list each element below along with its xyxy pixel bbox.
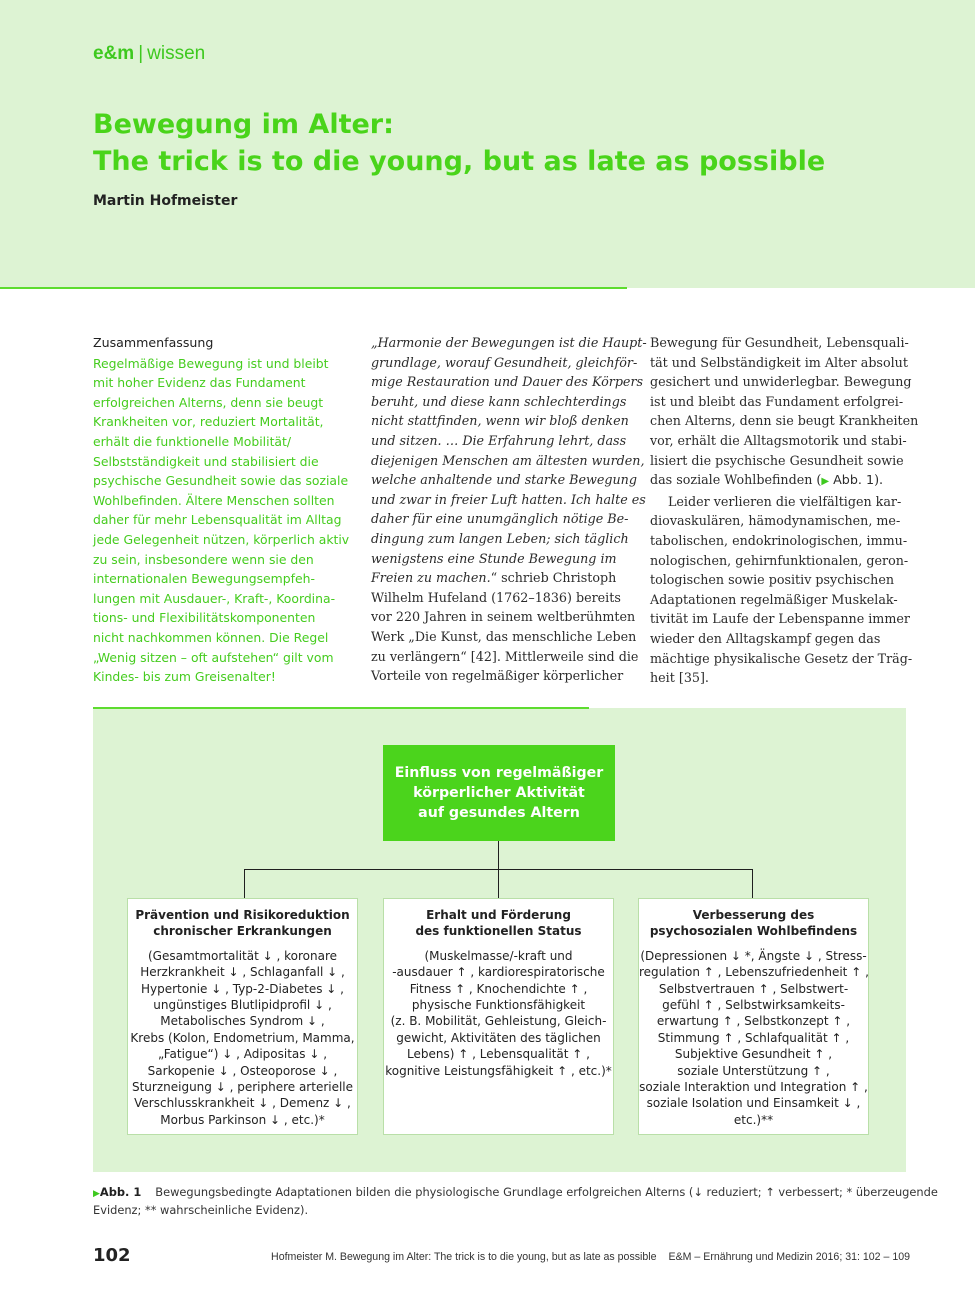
body-line: chen Alterns, denn sie beugt Krankheiten	[650, 413, 919, 429]
box-line: ungünstiges Blutlipidprofil ↓ ,	[153, 998, 332, 1013]
figure-ref-link[interactable]: Abb. 1	[829, 472, 875, 488]
ref-line-pre: das soziale Wohlbefinden (	[650, 472, 822, 488]
caption-label: Abb. 1	[99, 1185, 142, 1199]
body-line: gesichert und unwiderlegbar. Bewegung	[650, 374, 912, 390]
abstract-line: internationalen Bewegungsempfeh-	[93, 571, 315, 587]
quote-attribution: “ schrieb Christoph	[490, 570, 617, 586]
title-line-1: Bewegung im Alter:	[93, 109, 394, 140]
body-line: zu verlängern“ [42]. Mittlerweile sind die	[371, 648, 639, 664]
box-line: Selbstvertrauen ↑ , Selbstwert-	[658, 981, 849, 996]
header-divider	[0, 287, 627, 289]
quote-line: dingung zum langen Leben; sich täglich	[371, 530, 629, 546]
box-body	[639, 948, 868, 1128]
quote-line: diejenigen Menschen am ältesten wurden,	[371, 452, 645, 468]
box-line: (Gesamtmortalität ↓ , koronare	[147, 948, 338, 963]
box-line: soziale Isolation und Einsamkeit ↓ ,	[646, 1096, 861, 1111]
abstract-line: zu sein, insbesondere wenn sie den	[93, 551, 314, 567]
box-heading	[384, 907, 613, 940]
figure-caption	[93, 1184, 938, 1219]
box-line: Sturzneigung ↓ , periphere arterielle	[131, 1080, 354, 1095]
brand-logo-text: e&m	[93, 43, 135, 64]
body-line	[650, 470, 906, 492]
article-author: Martin Hofmeister	[93, 193, 238, 209]
connector-stem	[498, 841, 499, 870]
box-heading-line: des funktionellen Status	[415, 924, 582, 939]
abstract-line: Regelmäßige Bewegung ist und bleibt	[93, 355, 329, 371]
abstract-line: Kindes- bis zum Greisenalter!	[93, 669, 276, 685]
connector-left	[244, 869, 245, 898]
figure-top-rule	[93, 707, 589, 709]
body-line	[371, 568, 627, 588]
abstract-body	[93, 354, 353, 687]
body-line: ist und bleibt das Fundament erfolgrei-	[650, 393, 904, 409]
box-line: Stimmung ↑ , Schlafqualität ↑ ,	[657, 1030, 850, 1045]
quote-line: und zwar in freier Luft hatten. Ich halte es	[371, 491, 646, 507]
abstract-line: jede Gelegenheit nützen, körperlich aktiv	[93, 531, 350, 547]
box-body	[128, 948, 357, 1128]
abstract-line: daher für mehr Lebensqualität im Alltag	[93, 512, 342, 528]
box-line: etc.)**	[733, 1112, 774, 1127]
abstract-line: erhält die funktionelle Mobilität/	[93, 433, 292, 449]
abstract-line: erfolgreichen Alterns, denn sie beugt	[93, 394, 324, 410]
box-line: (z. B. Mobilität, Gehleistung, Gleich-	[390, 1014, 607, 1029]
abstract-line: Wohlbefinden. Ältere Menschen sollten	[93, 492, 335, 508]
quote-line: nicht stattfinden, wenn wir bloß denken	[371, 413, 629, 429]
diagram-center-box	[383, 745, 615, 841]
box-line: erwartung ↑ , Selbstkonzept ↑ ,	[656, 1014, 851, 1029]
brand-section-name: wissen	[147, 43, 206, 64]
body-line: Werk „Die Kunst, das menschliche Leben	[371, 628, 637, 644]
abstract-line: nicht nachkommen können. Die Regel	[93, 629, 329, 645]
body-line: vor, erhält die Alltagsmotorik und stabi-	[650, 432, 907, 448]
abstract-line: „Wenig sitzen – oft aufstehen“ gilt vom	[93, 649, 334, 665]
box-heading	[128, 907, 357, 940]
caption-arrow-icon: ▶	[93, 1189, 100, 1199]
box-line: Metabolisches Syndrom ↓ ,	[160, 1014, 325, 1029]
body-line: wieder den Alltagskampf gegen das	[650, 630, 881, 646]
body-column-2	[371, 333, 647, 686]
box-line: gefühl ↑ , Selbstwirksamkeits-	[662, 998, 845, 1013]
box-line: gewicht, Aktivitäten des täglichen	[396, 1030, 601, 1045]
body-column-3	[650, 333, 919, 688]
abstract-line: Selbstständigkeit und stabilisiert die	[93, 453, 319, 469]
box-heading-line: Erhalt und Förderung	[426, 908, 571, 922]
center-line: Einfluss von regelmäßiger	[394, 765, 604, 781]
box-line: physische Funktionsfähigkeit	[411, 998, 586, 1013]
abstract-line: tions- und Flexibilitätskomponenten	[93, 610, 316, 626]
abstract-heading: Zusammenfassung	[93, 335, 214, 350]
box-heading-line: Verbesserung des	[692, 908, 815, 922]
box-line: Fitness ↑ , Knochendichte ↑ ,	[409, 981, 588, 996]
body-line: Vorteile von regelmäßiger körperlicher	[371, 668, 624, 684]
quote-line: wenigstens eine Stunde Bewegung im	[371, 550, 617, 566]
quote-line: daher für eine unumgänglich nötige Be-	[371, 511, 629, 527]
quote-line: mige Restauration und Dauer des Körpers	[371, 374, 644, 390]
box-heading	[639, 907, 868, 940]
body-line: Bewegung für Gesundheit, Lebensquali-	[650, 335, 909, 350]
box-line: soziale Interaktion und Integration ↑ ,	[639, 1080, 868, 1095]
box-heading-line: chronischer Erkrankungen	[153, 924, 332, 939]
body-line: Leider verlieren die vielfältigen kar-	[668, 493, 902, 509]
body-line: tät und Selbständigkeit im Alter absolut	[650, 354, 908, 370]
box-line: Herzkrankheit ↓ , Schlaganfall ↓ ,	[140, 965, 345, 980]
box-line: Hypertonie ↓ , Typ-2-Diabetes ↓ ,	[141, 981, 344, 996]
diagram-box-prevention	[127, 898, 358, 1135]
caption-text-line-1: Bewegungsbedingte Adaptationen bilden die physiologische Grundlage erfolgreichen Alterns (↓ reduziert; ↑ verbessert; * überzeugende	[155, 1185, 938, 1199]
quote-end: Freien zu machen.	[371, 570, 491, 586]
page-number: 102	[93, 1245, 131, 1266]
box-line: Morbus Parkinson ↓ , etc.)*	[160, 1112, 325, 1127]
quote-line: welche anhaltende und starke Bewegung	[371, 472, 637, 488]
body-line: mächtige physikalische Gesetz der Träg-	[650, 650, 913, 666]
center-line: körperlicher Aktivität	[413, 785, 585, 801]
body-line: vor 220 Jahren in seinem weltberühmten	[371, 609, 636, 625]
figure-ref-arrow-icon: ▶	[821, 476, 830, 488]
box-heading-line: psychosozialen Wohlbefindens	[649, 924, 858, 939]
box-line: -ausdauer ↑ , kardiorespiratorische	[392, 965, 605, 980]
title-line-2: The trick is to die young, but as late as possible	[93, 146, 826, 177]
connector-middle	[498, 869, 499, 898]
section-brand	[93, 43, 205, 65]
box-line: kognitive Leistungsfähigkeit ↑ , etc.)*	[385, 1063, 612, 1078]
body-line: Wilhelm Hufeland (1762–1836) bereits	[371, 589, 621, 605]
footer-citation: Hofmeister M. Bewegung im Alter: The trick is to die young, but as late as possible	[271, 1251, 657, 1263]
box-line: Krebs (Kolon, Endometrium, Mamma,	[130, 1030, 355, 1045]
box-line: regulation ↑ , Lebenszufriedenheit ↑ ,	[639, 965, 869, 980]
ref-line-post: ).	[874, 472, 884, 488]
abstract	[93, 333, 353, 687]
box-body	[384, 948, 613, 1079]
box-line: soziale Unterstützung ↑ ,	[677, 1063, 830, 1078]
body-line: diovaskulären, hämodynamischen, me-	[650, 513, 901, 529]
body-line: tologischen sowie positiv psychischen	[650, 572, 895, 588]
body-line: tabolischen, endokrinologischen, immu-	[650, 532, 908, 548]
body-line: Adaptationen regelmäßiger Muskelak-	[650, 591, 898, 607]
body-line: tivität im Laufe der Lebenspanne immer	[650, 611, 910, 627]
abstract-line: lungen mit Ausdauer-, Kraft-, Koordina-	[93, 590, 336, 606]
quote-line: „Harmonie der Bewegungen ist die Haupt-	[371, 335, 647, 350]
box-line: Subjektive Gesundheit ↑ ,	[674, 1047, 833, 1062]
abstract-line: mit hoher Evidenz das Fundament	[93, 375, 306, 391]
abstract-line: psychische Gesundheit sowie das soziale	[93, 473, 349, 489]
body-line: nologischen, gehirnfunktionalen, geron-	[650, 552, 909, 568]
box-line: (Muskelmasse/-kraft und	[424, 948, 573, 963]
diagram-box-function	[383, 898, 614, 1135]
box-line: „Fatigue“) ↓ , Adipositas ↓ ,	[157, 1047, 328, 1062]
abstract-line: Krankheiten vor, reduziert Mortalität,	[93, 414, 324, 430]
article-title	[93, 106, 913, 180]
brand-separator: |	[138, 43, 144, 64]
diagram-box-wellbeing	[638, 898, 869, 1135]
body-line: lisiert die psychische Gesundheit sowie	[650, 452, 904, 468]
body-line: heit [35].	[650, 670, 709, 686]
box-heading-line: Prävention und Risikoreduktion	[135, 908, 350, 922]
box-line: (Depressionen ↓ *, Ängste ↓ , Stress-	[640, 948, 867, 963]
box-line: Lebens) ↑ , Lebensqualität ↑ ,	[407, 1047, 590, 1062]
footer-journal: E&M – Ernährung und Medizin 2016; 31: 102 – 109	[668, 1251, 910, 1263]
center-line: auf gesundes Altern	[418, 805, 580, 821]
box-line: Verschlusskrankheit ↓ , Demenz ↓ ,	[134, 1096, 351, 1111]
box-line: Sarkopenie ↓ , Osteoporose ↓ ,	[147, 1063, 338, 1078]
quote-line: grundlage, worauf Gesundheit, gleichför-	[371, 354, 638, 370]
caption-text-line-2: Evidenz; ** wahrscheinliche Evidenz).	[93, 1203, 309, 1218]
quote-line: und sitzen. … Die Erfahrung lehrt, dass	[371, 432, 627, 448]
quote-line: beruht, und diese kann schlechterdings	[371, 393, 627, 409]
connector-right	[752, 869, 753, 898]
running-footer	[270, 1251, 910, 1263]
